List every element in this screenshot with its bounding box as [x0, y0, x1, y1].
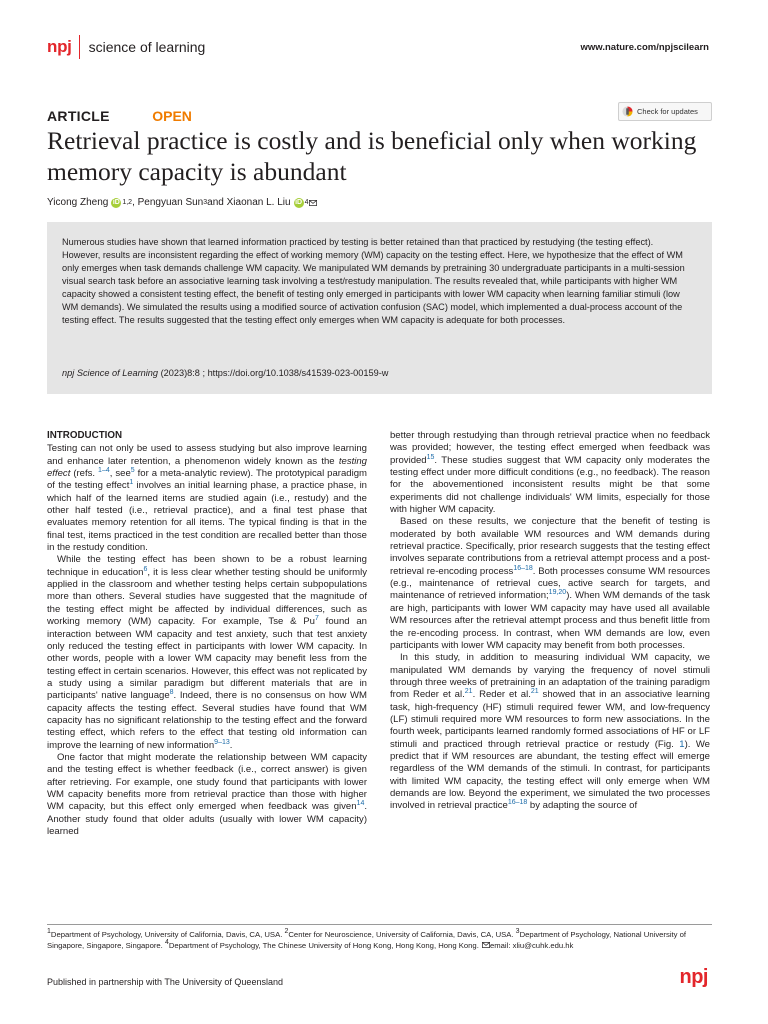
- affiliations-footnote: $^1$Department of Psychology, University of California, Davis, CA, USA. $^2$Center for Neuroscience, University of California, Davis, CA, USA. $^3$Department of Psychology, National University of Singapore, Singapore, Singapore. $^4$Department of Psychology, The Chinese University of Hong Kong, Hong Kong, Hong Kong. email: xliu@cuhk.edu.hk: [47, 924, 712, 951]
- article-type-row: [47, 108, 712, 126]
- citation-line: [62, 368, 388, 378]
- abstract-text: Numerous studies have shown that learned information practiced by testing is better retained than that practiced by restudying (the testing effect). However, results are inconsistent regarding the effect of working memory (WM) capacity on the testing effect. Here, we hypothesize that the effect of WM only emerges when task demands challenge WM capacity. We manipulated WM demands by pretraining 30 undergraduate participants in a multi-session visual search task before an associative learning task involving a test/restudy manipulation. The results revealed that, while participants with higher WM capacity showed a consistent testing effect, the benefit of testing only emerged in participants with lower WM capacity when learning familiar stimuli (low WM demands). We simulated the results using a modified source of activation confusion (SAC) model, which implemented a dual-process account of the testing effect. The results suggested that the testing effect only emerges when WM capacity is adequate for both processes.: [62, 237, 685, 326]
- figure-link[interactable]: 1: [679, 738, 685, 750]
- check-for-updates-button[interactable]: [618, 102, 712, 121]
- reference-link[interactable]: 14: [356, 800, 365, 808]
- crossmark-icon: [622, 106, 633, 117]
- open-access-label: OPEN: [152, 108, 192, 124]
- author-name[interactable]: Yicong Zheng: [47, 197, 109, 208]
- author-name[interactable]: , Pengyuan Sun: [132, 197, 204, 208]
- reference-link[interactable]: 9–13: [214, 738, 230, 746]
- journal-citation-name: npj Science of Learning: [62, 368, 159, 378]
- doi-link[interactable]: (2023)8:8 ; https://doi.org/10.1038/s41539-023-00159-w: [158, 368, 389, 378]
- reference-link[interactable]: 19,20: [548, 589, 567, 597]
- paragraph: Based on these results, we conjecture that the benefit of testing is moderated by both available WM resources and WM demands during retrieval practice. Specifically, prior research suggests that the testing effect involves separate contributions from a retrieval attempt process and a post-retrieval re-encoding process$^{16-18}$. Both processes consume WM resources (e.g., maintenance of retrieval cues, active search for targets, and maintenance of retrieved information;$^{19,20}$). When WM demands of the task are high, participants with lower WM capacity may have used all available WM resources after the retrieval attempt process and thus benefit little from the re-encoding process. In contrast, when WM demands are low, even participants with lower WM capacity may benefit from both processes.: [390, 516, 711, 651]
- reference-link[interactable]: 8: [169, 689, 174, 697]
- body-column-left: [47, 430, 367, 838]
- orcid-icon[interactable]: iD: [295, 198, 303, 206]
- npj-footer-logo: npj: [679, 966, 708, 988]
- reference-link[interactable]: 5: [130, 467, 135, 475]
- paragraph: better through restudying than through retrieval practice when no feedback was provided; however, the testing effect emerged when feedback was provided$^{15}$. These studies suggest that WM capacity only moderates the testing effect under more difficult conditions (e.g., no feedback). The reason for the abovementioned inconsistent results might be that some experiments did not challenge individuals' WM limits, especially for those with higher WM capacity.: [390, 430, 710, 516]
- author-name[interactable]: and Xiaonan L. Liu: [207, 197, 291, 208]
- journal-name[interactable]: science of learning: [88, 39, 206, 55]
- author-email-link[interactable]: email: xliu@cuhk.edu.hk: [489, 941, 574, 950]
- journal-url-link[interactable]: www.nature.com/npjscilearn: [580, 42, 709, 53]
- reference-link[interactable]: 15: [426, 453, 435, 461]
- reference-link[interactable]: 21: [530, 688, 539, 696]
- paragraph: While the testing effect has been shown to be a robust learning technique in education$^6$, it is less clear whether testing should be uniformly applied in the classroom and whether testing helps certain subpopulations more than others. Several studies have suggested that the magnitude of the testing effect might be affected by individual differences, such as working memory (WM) capacity. For example, Tse & Pu$^7$ found an interaction between WM capacity and test anxiety, such that test anxiety only reduced the testing effect in participants with lower WM capacity. In other words, people with a lower WM capacity may benefit less from the testing effect in certain scenarios. However, this effect was not replicated by a study using a similar paradigm but different materials that are in participants' native language$^8$. Indeed, there is no consensus on how WM capacity affects the testing effect. Several studies have found that WM capacity has no significant relationship to the testing effect and the forward testing effect, which refers to the effect that testing old information can improve the learning of new information$^{9-13}$.: [47, 554, 368, 751]
- reference-link[interactable]: 7: [314, 615, 319, 623]
- body-column-right: [390, 430, 710, 813]
- author-list: Yicong Zheng iD 1,2 , Pengyuan Sun 3 and Xiaonan L. Liu iD 4: [47, 197, 317, 208]
- section-heading: INTRODUCTION: [47, 430, 123, 441]
- emphasis: testing effect: [47, 455, 367, 480]
- reference-link[interactable]: 1: [129, 479, 134, 487]
- check-for-updates-label: Check for updates: [637, 107, 698, 116]
- orcid-icon[interactable]: iD: [112, 198, 120, 206]
- article-title: Retrieval practice is costly and is beneficial only when working memory capacity is abundant: [47, 126, 697, 186]
- reference-link[interactable]: 6: [143, 565, 148, 573]
- journal-header: [47, 38, 205, 56]
- reference-link[interactable]: 21: [464, 688, 473, 696]
- abstract-box: [47, 222, 712, 394]
- paragraph: One factor that might moderate the relationship between WM capacity and the testing effect is whether feedback (i.e., correct answer) is given after retrieving. For example, one study found that participants with lower WM capacity benefits more from retrieval practice than those with higher WM capacity, but this effect only emerged when feedback was given$^{14}$. Another study found that older adults (usually with lower WM capacity) learned: [47, 751, 367, 837]
- article-type-label: ARTICLE: [47, 108, 110, 124]
- paragraph: In this study, in addition to measuring individual WM capacity, we manipulated WM demands by varying the frequency of novel stimuli through three weeks of pretraining in an adaptation of the training paradigm from Reder et al.$^{21}$. Reder et al.$^{21}$ showed that in an associative learning task, high-frequency (HF) stimuli required fewer WM, and low-frequency (LF) stimuli required more WM resources to form new associations. In the fourth week, participants learned randomly formed associations of HF or LF stimuli and practiced through retrieval practice or restudy (Fig. 1). We predict that if WM resources are abundant, the testing effect will emerge regardless of the WM demands of the stimuli. In contrast, for participants with limited WM capacity, the testing effect will only emerge when WM demands are low. Beyond the experiment, we simulated the two processes involved in retrieval practice$^{16-18}$ by adapting the source of: [390, 652, 710, 812]
- reference-link[interactable]: 16–18: [507, 799, 528, 807]
- reference-link[interactable]: 1–4: [98, 467, 110, 475]
- header-divider: [79, 35, 80, 59]
- paragraph: Testing can not only be used to assess studying but also improve learning and enhance later retention, a phenomenon widely known as the testing effect (refs. $^{1-4}$, see$^5$ for a meta-analytic review). The prototypical paradigm of the testing effect$^1$ involves an initial learning phase, a practice phase, in which half of the learned items are studied again (i.e., restudy) and the other half tested (i.e., retrieval practice), and a final test phase that evaluates memory retention for all items. The typical finding is that in the final test, items practiced in the test condition are recalled better than those in the restudy condition.: [47, 443, 367, 554]
- publisher-partnership: Published in partnership with The University of Queensland: [47, 977, 283, 987]
- mail-icon: [482, 942, 490, 948]
- reference-link[interactable]: 16–18: [513, 564, 533, 572]
- npj-logo[interactable]: npj: [47, 37, 72, 56]
- mail-icon[interactable]: [309, 200, 317, 206]
